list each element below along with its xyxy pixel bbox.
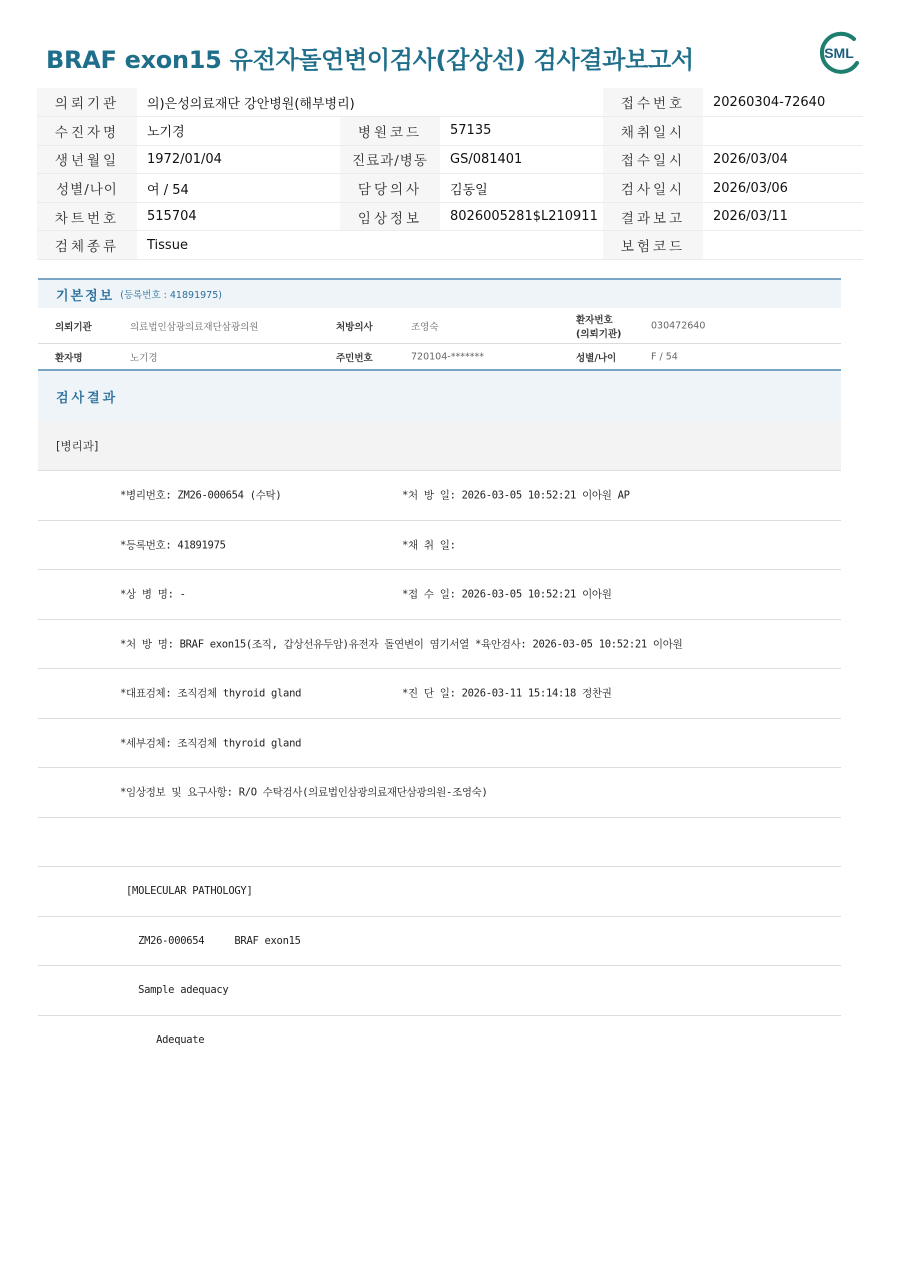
header-row-2 [37,117,863,146]
header-label: 임상정보 [340,202,440,231]
result-line [38,620,841,670]
resident-no-label: 주민번호 [336,352,373,364]
result-line-right: *처 방 일: 2026-03-05 10:52:21 이아원 AP [402,489,630,502]
registration-number: (등록번호 : 41891975) [120,290,222,301]
header-label: 생년월일 [37,145,137,174]
result-line-left: Sample adequacy [120,984,229,997]
result-line [38,1016,841,1066]
header-row-5 [37,202,863,231]
header-value [703,231,863,260]
header-row-6 [37,231,863,260]
header-label: 수진자명 [37,117,137,146]
result-line [38,867,841,917]
header-value: 2026/03/11 [703,202,863,231]
result-line-left: *병리번호: ZM26-000654 (수탁) [120,489,282,502]
header-value: 의)은성의료재단 강안병원(해부병리) [137,88,603,117]
basic-info-title: 기본정보 [56,288,115,304]
header-value: 2026/03/04 [703,145,863,174]
header-value: GS/081401 [440,145,603,174]
sex-age-label: 성별/나이 [576,352,617,364]
patient-no-value: 030472640 [651,320,706,331]
header-value: 여 / 54 [137,174,340,203]
header-row-1 [37,88,863,117]
header-label: 차트번호 [37,202,137,231]
sml-logo [816,30,862,76]
header-row-3 [37,145,863,174]
result-line-left: Adequate [120,1034,205,1047]
result-line [38,521,841,571]
header-value: 8026005281$L210911 [440,202,603,231]
patient-name-value: 노기경 [130,352,158,364]
header-value [703,117,863,146]
header-label: 담당의사 [340,174,440,203]
header-value: 김동일 [440,174,603,203]
header-label: 접수번호 [603,88,703,117]
patient-no-sublabel: (의뢰기관) [576,329,622,340]
header-label: 보험코드 [603,231,703,260]
header-info-table [37,88,863,260]
header-label: 결과보고 [603,202,703,231]
result-line-left: [MOLECULAR PATHOLOGY] [120,885,253,898]
header-label: 의뢰기관 [37,88,137,117]
basic-info-section [38,278,841,370]
basic-info-header [38,278,841,308]
result-line-left: *상 병 명: - [120,588,186,601]
result-line-right: *접 수 일: 2026-03-05 10:52:21 이아원 [402,588,612,601]
result-line-left: *대표검체: 조직검체 thyroid gland [120,687,302,700]
header-value: 57135 [440,117,603,146]
header-value: Tissue [137,231,603,260]
result-line [38,471,841,521]
result-line [38,966,841,1016]
header-value: 515704 [137,202,340,231]
report-title: BRAF exon15 유전자돌연변이검사(갑상선) 검사결과보고서 [46,46,694,74]
header-label: 진료과/병동 [340,145,440,174]
result-line-empty [38,818,841,868]
result-line [38,917,841,967]
header-label: 접수일시 [603,145,703,174]
header-value: 20260304-72640 [703,88,863,117]
result-line [38,669,841,719]
header-label: 검체종류 [37,231,137,260]
header-value: 2026/03/06 [703,174,863,203]
doctor-value: 조영숙 [411,321,439,333]
result-line-right: *채 취 일: [402,539,456,552]
result-line [38,570,841,620]
result-line-right: *진 단 일: 2026-03-11 15:14:18 정찬권 [402,687,612,700]
institution-value: 의료법인삼광의료재단삼광의원 [130,321,259,333]
sex-age-value: F / 54 [651,351,678,362]
header-label: 채취일시 [603,117,703,146]
basic-info-row [38,308,841,344]
basic-info-row [38,344,841,370]
doctor-label: 처방의사 [336,321,373,333]
results-header: 검사결과 [38,369,841,421]
result-line-left: *세부검체: 조직검체 thyroid gland [120,737,302,750]
logo-text: SML [824,45,854,61]
result-line [38,768,841,818]
header-row-4 [37,174,863,203]
header-label: 검사일시 [603,174,703,203]
header-value: 노기경 [137,117,340,146]
header-value: 1972/01/04 [137,145,340,174]
result-line-left: *등록번호: 41891975 [120,539,226,552]
result-line-left: *처 방 명: BRAF exon15(조직, 갑상선유두암)유전자 돌연변이 염기서열 *육안검사: 2026-03-05 10:52:21 이아원 [120,638,683,651]
result-line-left: ZM26-000654 BRAF exon15 [120,934,301,947]
institution-label: 의뢰기관 [55,321,92,333]
patient-no-label: 환자번호 [576,315,613,326]
header-label: 성별/나이 [37,174,137,203]
department-label: [병리과] [38,421,841,471]
resident-no-value: 720104-******* [411,351,484,362]
result-line-left: *임상정보 및 요구사항: R/O 수탁검사(의료법인삼광의료재단삼광의원-조영숙) [120,786,488,799]
result-line [38,719,841,769]
patient-name-label: 환자명 [55,352,83,364]
header-label: 병원코드 [340,117,440,146]
